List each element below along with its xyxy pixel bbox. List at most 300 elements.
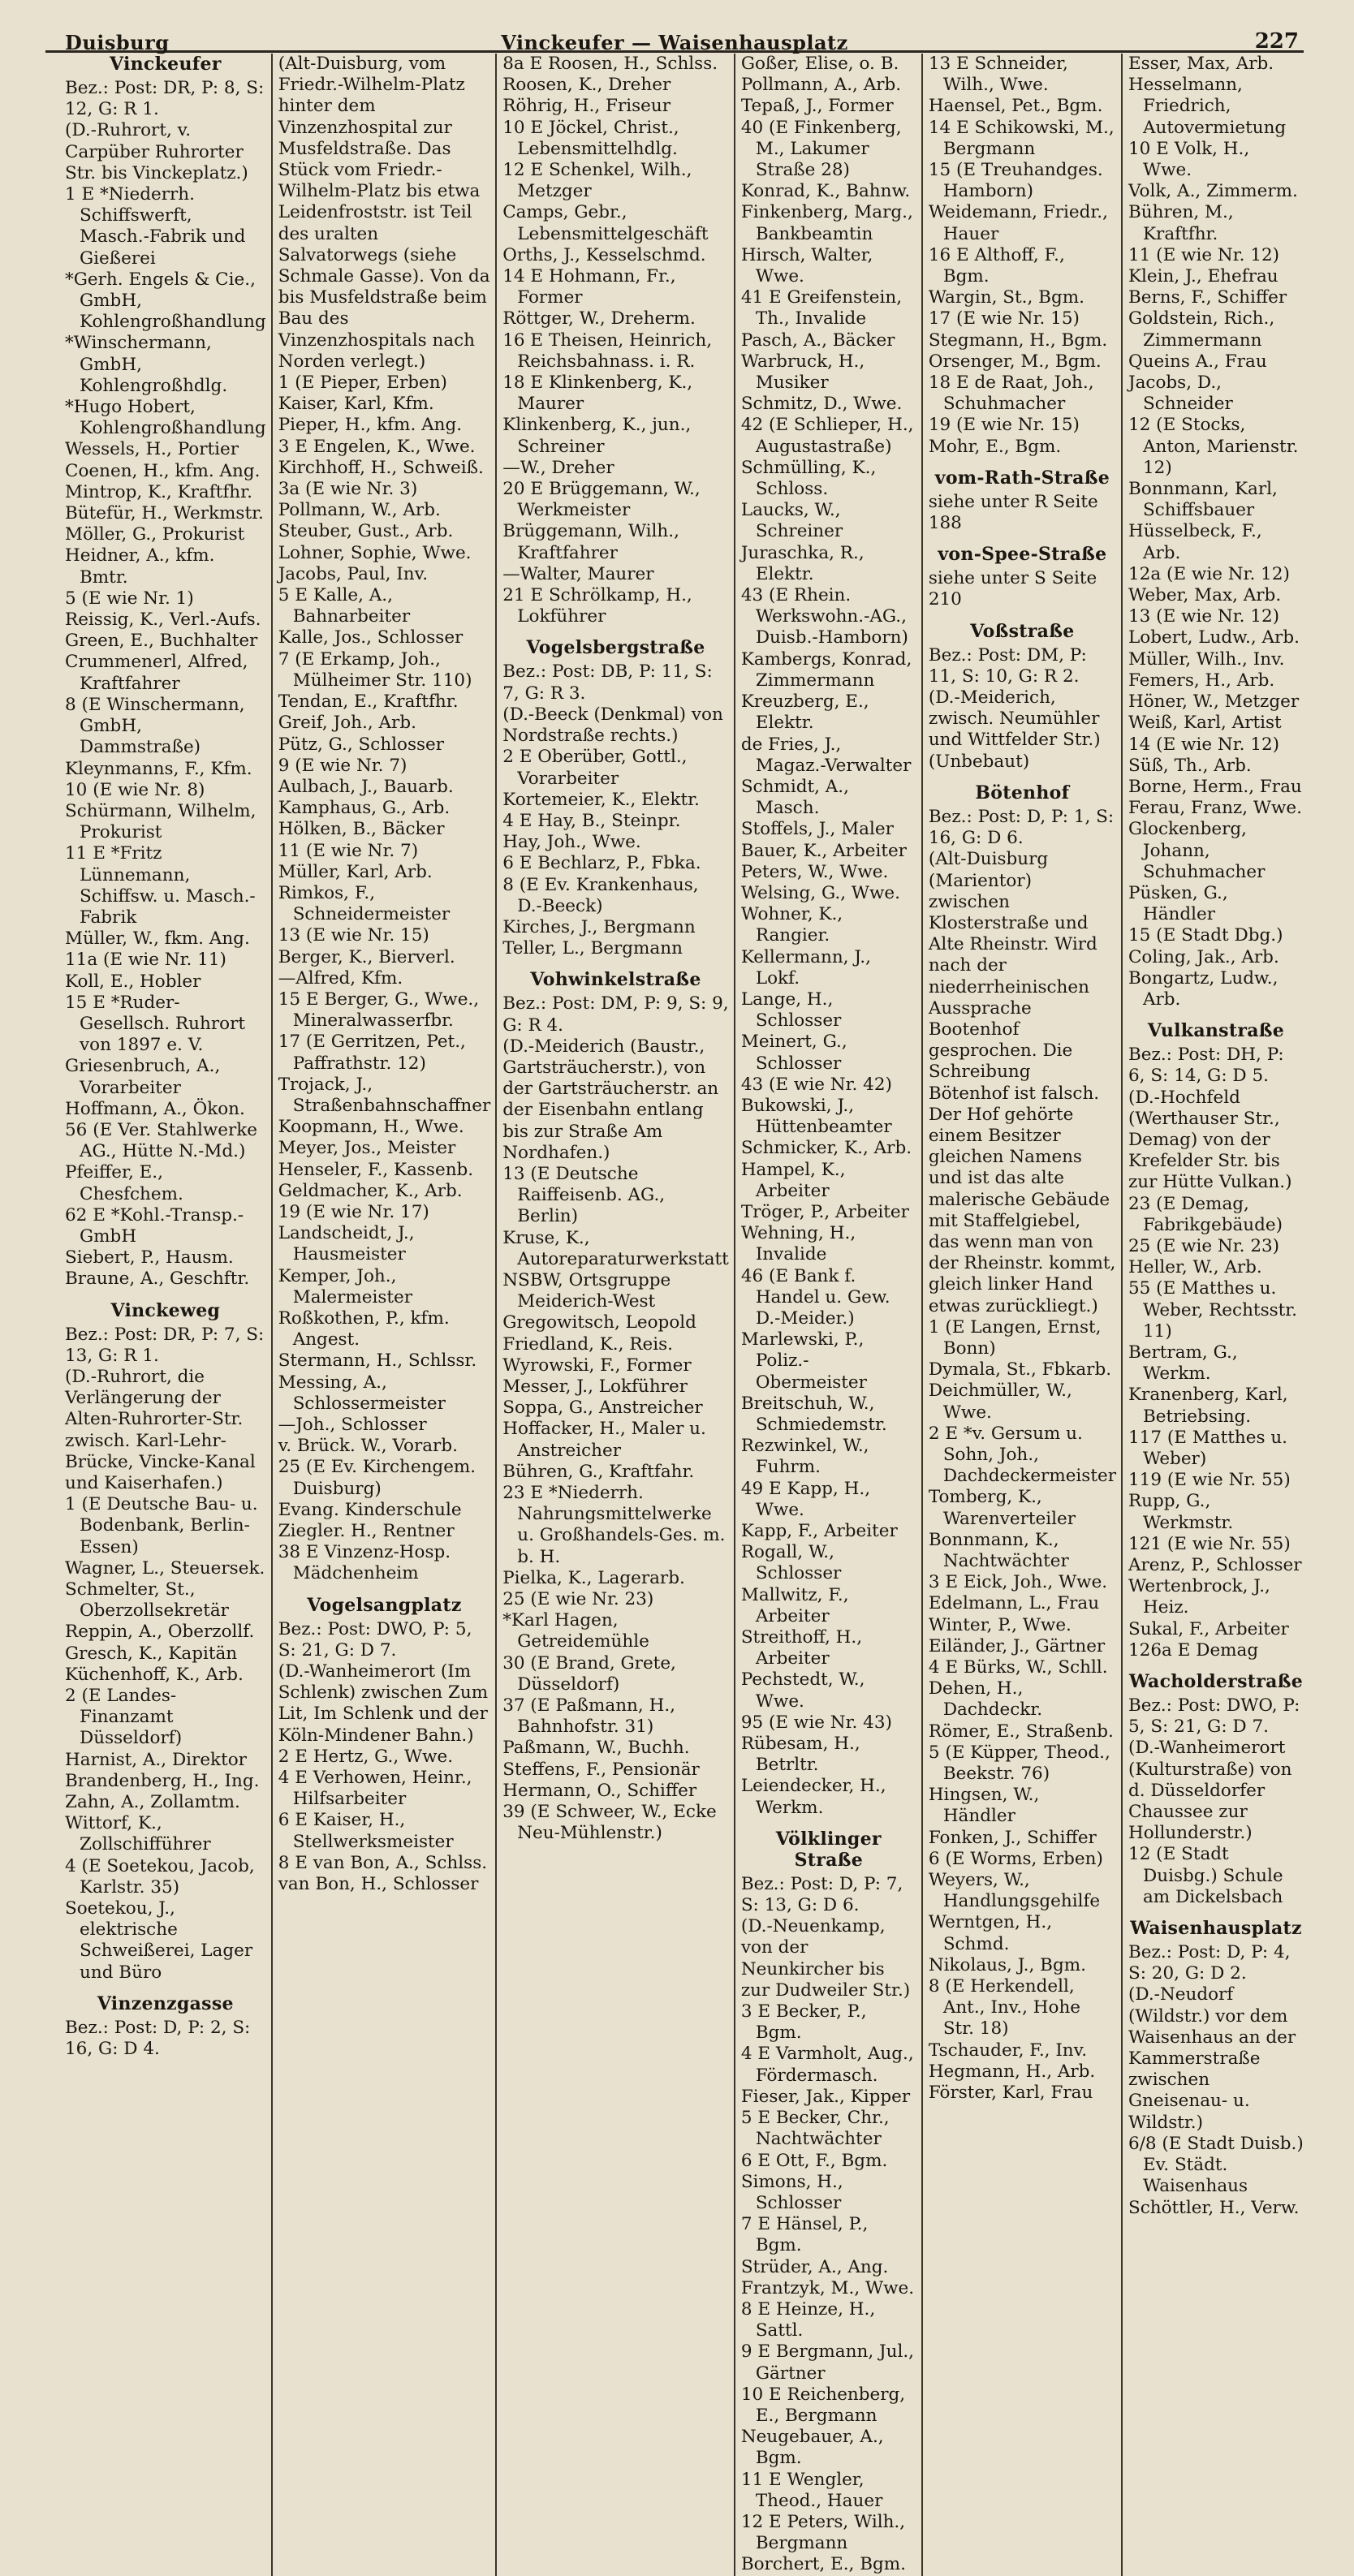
directory-entry: 39 (E Schweer, W., Ecke Neu-Mühlenstr.) — [502, 1802, 717, 1844]
directory-entry: Evang. Kinderschule — [278, 1499, 462, 1520]
directory-entry: 10 (E wie Nr. 8) — [65, 779, 205, 800]
directory-entry: 5 E Kalle, A., Bahnarbeiter — [278, 585, 411, 627]
directory-entry: Coling, Jak., Arb. — [1128, 946, 1279, 967]
directory-entry: Hölken, B., Bäcker — [278, 819, 445, 840]
directory-entry: (D.-Meiderich, zwisch. Neumühler und Wittfelder Str.) — [928, 687, 1101, 751]
directory-entry: Kortemeier, K., Elektr. — [502, 789, 700, 810]
directory-entry: Green, E., Buchhalter — [65, 631, 258, 652]
directory-entry: 126a E Demag — [1128, 1639, 1259, 1661]
directory-entry: Orths, J., Kesselschmd. — [502, 244, 706, 265]
directory-entry: Meinert, G., Schlosser — [740, 1032, 847, 1074]
street-postal-info: Bez.: Post: DWO, P: 5, S: 21, G: D 7. — [278, 1618, 472, 1661]
directory-entry: Klein, J., Ehefrau — [1128, 266, 1279, 287]
directory-entry: Müller, Wilh., Inv. — [1128, 648, 1285, 670]
street-postal-info: Bez.: Post: DH, P: 6, S: 14, G: D 5. — [1128, 1045, 1284, 1087]
directory-entry: NSBW, Ortsgruppe Meiderich-West — [502, 1269, 671, 1312]
directory-entry: 8 (E Ev. Krankenhaus, D.-Beeck) — [502, 874, 699, 916]
directory-entry: Reppin, A., Oberzollf. — [65, 1622, 255, 1643]
directory-entry: 4 E Verhowen, Heinr., Hilfsarbeiter — [278, 1768, 472, 1810]
directory-entry: *Gerh. Engels & Cie., GmbH, Kohlengroßhandlung — [65, 269, 266, 333]
directory-entry: 25 (E Ev. Kirchengem. Duisburg) — [278, 1457, 476, 1499]
column-3 — [495, 54, 734, 2576]
directory-entry: (D.-Wanheimerort (Kulturstraße) von d. Düsseldorfer Chaussee zur Hollunderstr.) — [1128, 1738, 1292, 1844]
directory-entry: 10 E Reichenberg, E., Bergmann — [740, 2384, 906, 2426]
directory-entry: Pieper, H., kfm. Ang. — [278, 415, 463, 436]
directory-entry: Stoffels, J., Maler — [740, 819, 894, 840]
page-header — [45, 11, 1304, 53]
directory-entry: Brüggemann, Wilh., Kraftfahrer — [502, 521, 679, 563]
directory-entry: Weyers, W., Handlungsgehilfe — [928, 1870, 1101, 1912]
directory-entry: Wargin, St., Bgm. — [928, 287, 1084, 308]
directory-entry: Finkenberg, Marg., Bankbeamtin — [740, 202, 913, 244]
directory-entry: Tendan, E., Kraftfhr. — [278, 691, 459, 713]
directory-entry: 11 E Wengler, Theod., Hauer — [740, 2469, 883, 2511]
directory-entry: Camps, Gebr., Lebensmittelgeschäft — [502, 202, 709, 244]
directory-entry: Breitschuh, W., Schmiedemstr. — [740, 1393, 887, 1435]
directory-entry: Crummenerl, Alfred, Kraftfahrer — [65, 652, 248, 694]
directory-entry: 8 (E Herkendell, Ant., Inv., Hohe Str. 18) — [928, 1976, 1081, 2040]
directory-entry: 25 (E wie Nr. 23) — [1128, 1235, 1280, 1256]
directory-entry: Zahn, A., Zollamtm. — [65, 1792, 240, 1813]
directory-entry: Ferau, Franz, Wwe. — [1128, 798, 1302, 819]
directory-entry: 5 (E wie Nr. 1) — [65, 588, 194, 609]
directory-entry: (D.-Beeck (Denkmal) von Nordstraße rechts.) — [502, 704, 723, 747]
directory-entry: (D.-Neudorf (Wildstr.) vor dem Waisenhaus an der Kammerstraße zwischen Gneisenau- u. Wildstr.) — [1128, 1984, 1296, 2133]
directory-entry: 14 E Schikowski, M., Bergmann — [928, 117, 1115, 159]
directory-entry: *Karl Hagen, Getreidemühle — [502, 1610, 649, 1652]
street-postal-info: Bez.: Post: D, P: 2, S: 16, G: D 4. — [65, 2017, 251, 2060]
directory-entry: 8 (E Winschermann, GmbH, Dammstraße) — [65, 694, 245, 758]
directory-entry: Borne, Herm., Frau — [1128, 776, 1302, 797]
directory-entry: Pollmann, W., Arb. — [278, 500, 441, 521]
directory-entry: 23 (E Demag, Fabrikgebäude) — [1128, 1193, 1283, 1235]
directory-entry: 15 (E Treuhandges. Hamborn) — [928, 160, 1103, 202]
directory-entry: 8 E Heinze, H., Sattl. — [740, 2298, 876, 2341]
directory-entry: 16 E Althoff, F., Bgm. — [928, 244, 1065, 287]
directory-entry: Wyrowski, F., Former — [502, 1355, 692, 1376]
directory-entry: 19 (E wie Nr. 17) — [278, 1201, 429, 1222]
directory-entry: Schmidt, A., Masch. — [740, 776, 849, 819]
directory-entry: Kranenberg, Karl, Betriebsing. — [1128, 1385, 1288, 1427]
street-postal-info: Bez.: Post: DM, P: 11, S: 10, G: R 2. — [928, 644, 1087, 687]
directory-entry: Kirchhoff, H., Schweiß. — [278, 457, 484, 478]
street-heading: vom-Rath-Straße — [934, 467, 1110, 489]
directory-entry: Hermann, O., Schiffer — [502, 1780, 697, 1801]
directory-entry: de Fries, J., Magaz.-Verwalter — [740, 734, 912, 776]
directory-entry: 40 (E Finkenberg, M., Lakumer Straße 28) — [740, 117, 902, 181]
directory-entry: Heidner, A., kfm. Bmtr. — [65, 545, 215, 588]
directory-entry: 7 E Hänsel, P., Bgm. — [740, 2214, 869, 2256]
column-4 — [734, 54, 921, 2576]
directory-entry: Berns, F., Schiffer — [1128, 287, 1287, 308]
directory-entry: 9 (E wie Nr. 7) — [278, 755, 407, 776]
directory-entry: 117 (E Matthes u. Weber) — [1128, 1427, 1288, 1469]
directory-entry: 5 E Becker, Chr., Nachtwächter — [740, 2108, 890, 2150]
directory-entry: Volk, A., Zimmerm. — [1128, 181, 1298, 202]
directory-entry: Kalle, Jos., Schlosser — [278, 627, 464, 648]
directory-entry: Fonken, J., Schiffer — [928, 1827, 1097, 1848]
directory-entry: Esser, Max, Arb. — [1128, 54, 1274, 74]
directory-entry: Bukowski, J., Hüttenbeamter — [740, 1095, 892, 1138]
directory-entry: Klinkenberg, K., jun., Schreiner — [502, 415, 692, 457]
directory-entry: Steuber, Gust., Arb. — [278, 521, 454, 542]
directory-entry: 17 (E wie Nr. 15) — [928, 308, 1080, 330]
street-postal-info: Bez.: Post: D, P: 7, S: 13, G: D 6. — [740, 1873, 903, 1916]
directory-entry: Bütefür, H., Werkmstr. — [65, 503, 264, 524]
directory-entry: Hesselmann, Friedrich, Autovermietung — [1128, 75, 1287, 138]
directory-entry: Messing, A., Schlossermeister — [278, 1372, 446, 1414]
directory-entry: Siebert, P., Hausm. — [65, 1247, 234, 1269]
directory-entry: Friedland, K., Reis. — [502, 1333, 673, 1355]
directory-entry: Kruse, K., Autoreparaturwerkstatt — [502, 1227, 729, 1269]
directory-entry: Hay, Joh., Wwe. — [502, 832, 641, 853]
column-1 — [65, 54, 271, 2576]
directory-entry: 15 (E Stadt Dbg.) — [1128, 925, 1283, 946]
street-heading: von-Spee-Straße — [938, 544, 1107, 566]
directory-entry: Förster, Karl, Frau — [928, 2083, 1093, 2104]
directory-entry: Tomberg, K., Warenverteiler — [928, 1487, 1076, 1529]
directory-entry: Simons, H., Schlosser — [740, 2171, 843, 2213]
directory-entry: Stegmann, H., Bgm. — [928, 330, 1108, 351]
directory-entry: Bonnmann, Karl, Schiffsbauer — [1128, 479, 1278, 521]
directory-entry: 4 E Varmholt, Aug., Fördermasch. — [740, 2044, 914, 2086]
directory-entry: 56 (E Ver. Stahlwerke AG., Hütte N.-Md.) — [65, 1119, 258, 1162]
directory-entry: 3a (E wie Nr. 3) — [278, 479, 418, 500]
directory-entry: 38 E Vinzenz-Hosp. Mädchenheim — [278, 1542, 451, 1584]
directory-entry: Schmitz, D., Wwe. — [740, 394, 903, 415]
directory-entry: siehe unter S Seite 210 — [928, 568, 1097, 610]
street-heading: Vogelsbergstraße — [526, 637, 705, 659]
directory-entry: Glockenberg, Johann, Schuhmacher — [1128, 819, 1266, 882]
directory-entry: Röttger, W., Dreherm. — [502, 308, 696, 330]
directory-entry: 11 (E wie Nr. 12) — [1128, 244, 1280, 265]
directory-entry: Wessels, H., Portier — [65, 439, 239, 460]
directory-entry: Strüder, A., Ang. — [740, 2256, 889, 2277]
directory-entry: (D.-Meiderich (Baustr., Gartsträucherstr.), von der Gartsträucherstr. an der Eisenbahn entlang bis zur Straße Am Nordhafen.) — [502, 1036, 719, 1163]
directory-entry: 55 (E Matthes u. Weber, Rechtsstr. 11) — [1128, 1278, 1298, 1342]
directory-entry: Müller, Karl, Arb. — [278, 861, 433, 882]
directory-entry: Henseler, F., Kassenb. — [278, 1159, 474, 1180]
street-postal-info: Bez.: Post: D, P: 4, S: 20, G: D 2. — [1128, 1942, 1291, 1984]
directory-entry: (D.-Ruhrort, v. Carpüber Ruhrorter Str. bis Vinckeplatz.) — [65, 120, 248, 183]
directory-entry: 21 E Schrölkamp, H., Lokführer — [502, 585, 692, 627]
page-number: 227 — [1254, 29, 1299, 54]
directory-entry: 1 (E Pieper, Erben) — [278, 373, 447, 394]
street-heading: Voßstraße — [970, 620, 1075, 642]
directory-entry: 7 (E Erkamp, Joh., Mülheimer Str. 110) — [278, 648, 472, 691]
directory-entry: Bauer, K., Arbeiter — [740, 840, 907, 861]
directory-entry: 19 (E wie Nr. 15) — [928, 415, 1080, 436]
directory-entry: Leiendecker, H., Werkm. — [740, 1776, 886, 1818]
directory-entry: Mintrop, K., Kraftfhr. — [65, 481, 252, 502]
directory-entry: 12 E Schenkel, Wilh., Metzger — [502, 160, 692, 202]
directory-entry: Kirches, J., Bergmann — [502, 916, 696, 937]
directory-entry: Geldmacher, K., Arb. — [278, 1180, 463, 1201]
directory-entry: Borchert, E., Bgm. — [740, 2554, 907, 2575]
directory-entry: Pielka, K., Lagerarb. — [502, 1567, 685, 1588]
directory-entry: 43 (E wie Nr. 42) — [740, 1074, 892, 1095]
directory-entry: Hüsselbeck, F., Arb. — [1128, 521, 1262, 563]
directory-entry: siehe unter R Seite 188 — [928, 491, 1098, 534]
street-heading: Waisenhausplatz — [1130, 1918, 1302, 1940]
directory-entry: Goldstein, Rich., Zimmermann — [1128, 308, 1275, 351]
directory-entry: 23 E *Niederrh. Nahrungsmittelwerke u. Großhandels-Ges. m. b. H. — [502, 1483, 726, 1567]
street-postal-info: Bez.: Post: DR, P: 8, S: 12, G: R 1. — [65, 78, 265, 120]
column-5 — [921, 54, 1121, 2576]
directory-entry: Frantzyk, M., Wwe. — [740, 2277, 915, 2298]
directory-entry: (D.-Hochfeld (Werthauser Str., Demag) von der Krefelder Str. bis zur Hütte Vulkan.) — [1128, 1087, 1292, 1193]
directory-entry: Orsenger, M., Bgm. — [928, 351, 1102, 372]
directory-entry: 11a (E wie Nr. 11) — [65, 950, 226, 971]
directory-entry: Dehen, H., Dachdeckr. — [928, 1678, 1043, 1721]
directory-entry: Soppa, G., Anstreicher — [502, 1398, 703, 1419]
directory-entry: Küchenhoff, K., Arb. — [65, 1664, 244, 1685]
directory-entry: Bonnmann, K., Nachtwächter — [928, 1529, 1069, 1571]
street-postal-info: Bez.: Post: DM, P: 9, S: 9, G: R 4. — [502, 993, 729, 1036]
directory-entry: 12 (E Stocks, Anton, Marienstr. 12) — [1128, 415, 1299, 478]
directory-entry: Bühren, M., Kraftfhr. — [1128, 202, 1234, 244]
directory-entry: Koll, E., Hobler — [65, 971, 201, 992]
directory-entry: 17 (E Gerritzen, Pet., Paffrathstr. 12) — [278, 1032, 466, 1074]
directory-entry: Ziegler. H., Rentner — [278, 1521, 455, 1542]
directory-entry: 6/8 (E Stadt Duisb.) Ev. Städt. Waisenhaus — [1128, 2133, 1304, 2197]
directory-entry: 11 E *Fritz Lünnemann, Schiffsw. u. Masch.-Fabrik — [65, 843, 256, 928]
directory-entry: Schmülling, K., Schloss. — [740, 457, 877, 500]
directory-entry: 13 (E Deutsche Raiffeisenb. AG., Berlin) — [502, 1163, 666, 1227]
street-postal-info: Bez.: Post: D, P: 1, S: 16, G: D 6. — [928, 806, 1115, 849]
directory-entry: Rimkos, F., Schneidermeister — [278, 882, 451, 925]
directory-entry: Harnist, A., Direktor — [65, 1749, 247, 1770]
street-heading: Vinzenzgasse — [97, 1992, 234, 2014]
directory-entry: 11 (E wie Nr. 7) — [278, 840, 419, 861]
directory-entry: Tschauder, F., Inv. — [928, 2040, 1088, 2061]
directory-entry: 6 E Bechlarz, P., Fbka. — [502, 853, 701, 874]
street-heading: Vinckeweg — [110, 1299, 221, 1321]
directory-entry: 18 E Klinkenberg, K., Maurer — [502, 373, 693, 415]
directory-entry: Rogall, W., Schlosser — [740, 1542, 842, 1584]
directory-entry: Kellermann, J., Lokf. — [740, 946, 871, 989]
directory-entry: Reissig, K., Verl.-Aufs. — [65, 610, 261, 631]
directory-entry: Röhrig, H., Friseur — [502, 96, 671, 117]
directory-entry: Mallwitz, F., Arbeiter — [740, 1584, 849, 1626]
directory-entry: Höner, W., Metzger — [1128, 691, 1300, 713]
directory-entry: 1 (E Langen, Ernst, Bonn) — [928, 1316, 1102, 1359]
directory-entry: 37 (E Paßmann, H., Bahnhofstr. 31) — [502, 1695, 675, 1738]
directory-entry: Tröger, P., Arbeiter — [740, 1201, 909, 1222]
street-heading: Wacholderstraße — [1128, 1671, 1304, 1693]
directory-entry: 18 E de Raat, Joh., Schuhmacher — [928, 373, 1094, 415]
directory-entry: Berger, K., Bierverl. — [278, 946, 455, 967]
directory-entry: Kapp, F., Arbeiter — [740, 1521, 898, 1542]
directory-entry: 15 E *Ruder-Gesellsch. Ruhrort von 1897 e. V. — [65, 992, 246, 1056]
directory-entry: (D.-Wanheimerort (Im Schlenk) zwischen Zum Lit, Im Schlenk und der Köln-Mindener Bahn.) — [278, 1661, 489, 1746]
directory-entry: Wohner, K., Rangier. — [740, 904, 843, 946]
directory-entry: 8a E Roosen, H., Schlss. — [502, 54, 718, 74]
directory-entry: Werntgen, H., Schmd. — [928, 1912, 1053, 1954]
directory-entry: Hampel, K., Arbeiter — [740, 1159, 846, 1201]
directory-entry: Schöttler, H., Verw. — [1128, 2197, 1300, 2218]
directory-entry: (Unbebaut) — [928, 751, 1030, 772]
street-heading: Völklinger Straße — [775, 1828, 882, 1871]
directory-entry: Braune, A., Geschftr. — [65, 1269, 250, 1290]
directory-entry: Roßkothen, P., kfm. Angest. — [278, 1307, 450, 1350]
directory-entry: Püsken, G., Händler — [1128, 882, 1228, 925]
directory-entry: 5 (E Küpper, Theod., Beekstr. 76) — [928, 1742, 1110, 1785]
directory-entry: Neugebauer, A., Bgm. — [740, 2427, 884, 2469]
directory-entry: Roosen, K., Dreher — [502, 75, 671, 96]
directory-entry: Nikolaus, J., Bgm. — [928, 1954, 1086, 1975]
directory-entry: Rübesam, H., Betrltr. — [740, 1734, 860, 1776]
directory-entry: 30 (E Brand, Grete, Düsseldorf) — [502, 1652, 676, 1695]
directory-entry: Rezwinkel, W., Fuhrm. — [740, 1436, 869, 1478]
directory-entry: Jacobs, D., Schneider — [1128, 373, 1233, 415]
directory-entry: Soetekou, J., elektrische Schweißerei, Lager und Büro — [65, 1898, 253, 1983]
directory-entry: 10 E Volk, H., Wwe. — [1128, 138, 1250, 181]
directory-entry: Hoffacker, H., Maler u. Anstreicher — [502, 1419, 706, 1461]
directory-entry: Wehning, H., Invalide — [740, 1223, 856, 1265]
directory-entry: Fieser, Jak., Kipper — [740, 2086, 911, 2107]
directory-entry: —Joh., Schlosser — [278, 1415, 427, 1435]
directory-entry: Tepaß, J., Former — [740, 96, 894, 117]
directory-entry: *Winschermann, GmbH, Kohlengroßhdlg. — [65, 333, 228, 396]
directory-entry: Juraschka, R., Elektr. — [740, 542, 865, 584]
directory-entry: 3 E Becker, P., Bgm. — [740, 2001, 867, 2044]
directory-entry: Kreuzberg, E., Elektr. — [740, 691, 869, 734]
directory-entry: Kamphaus, G., Arb. — [278, 798, 451, 819]
directory-entry: Hingsen, W., Händler — [928, 1785, 1040, 1827]
directory-entry: 2 E *v. Gersum u. Sohn, Joh., Dachdeckermeister — [928, 1423, 1116, 1487]
directory-entry: Griesenbruch, A., Vorarbeiter — [65, 1056, 221, 1098]
directory-entry: Weidemann, Friedr., Hauer — [928, 202, 1108, 244]
directory-entry: Warbruck, H., Musiker — [740, 351, 865, 394]
directory-entry: Müller, W., fkm. Ang. — [65, 928, 250, 950]
directory-entry: 13 E Schneider, Wilh., Wwe. — [928, 54, 1068, 96]
directory-entry: 10 E Jöckel, Christ., Lebensmittelhdlg. — [502, 117, 679, 159]
directory-entry: Bongartz, Ludw., Arb. — [1128, 967, 1279, 1010]
directory-entry: Arenz, P., Schlosser — [1128, 1555, 1302, 1576]
directory-entry: Pfeiffer, E., Chesfchem. — [65, 1162, 183, 1204]
directory-entry: Pasch, A., Bäcker — [740, 330, 895, 351]
directory-entry: *Hugo Hobert, Kohlengroßhandlung — [65, 397, 266, 439]
street-postal-info: Bez.: Post: DWO, P: 5, S: 21, G: D 7. — [1128, 1695, 1300, 1738]
directory-entry: Coenen, H., kfm. Ang. — [65, 460, 261, 481]
directory-entry: 49 E Kapp, H., Wwe. — [740, 1478, 871, 1520]
directory-entry: Koopmann, H., Wwe. — [278, 1117, 464, 1138]
street-heading: Vulkanstraße — [1147, 1020, 1285, 1042]
directory-entry: Pollmann, A., Arb. — [740, 75, 902, 96]
directory-entry: Süß, Th., Arb. — [1128, 755, 1252, 776]
directory-entry: 20 E Brüggemann, W., Werkmeister — [502, 479, 701, 521]
directory-entry: Eiländer, J., Gärtner — [928, 1635, 1106, 1656]
directory-entry: Streithoff, H., Arbeiter — [740, 1627, 863, 1669]
directory-entry: 4 E Bürks, W., Schll. — [928, 1657, 1108, 1678]
directory-entry: Brandenberg, H., Ing. — [65, 1770, 260, 1791]
directory-entry: 4 E Hay, B., Steinpr. — [502, 810, 681, 831]
directory-entry: v. Brück. W., Vorarb. — [278, 1436, 458, 1457]
directory-entry: 12 (E Stadt Duisbg.) Schule am Dickelsbach — [1128, 1844, 1283, 1907]
directory-entry: Kaiser, Karl, Kfm. — [278, 394, 434, 415]
directory-entry: Laucks, W., Schreiner — [740, 500, 843, 542]
directory-entry: 121 (E wie Nr. 55) — [1128, 1533, 1291, 1554]
directory-entry: (D.-Ruhrort, die Verlängerung der Alten-Ruhrorter-Str. zwisch. Karl-Lehr-Brücke, Vincke-Kanal und Kaiserhafen.) — [65, 1366, 256, 1493]
directory-entry: 2 E Hertz, G., Wwe. — [278, 1746, 454, 1767]
directory-entry: Kleynmanns, F., Kfm. — [65, 758, 252, 779]
directory-entry: Stermann, H., Schlssr. — [278, 1350, 477, 1372]
directory-entry: 16 E Theisen, Heinrich, Reichsbahnass. i. R. — [502, 330, 713, 372]
directory-entry: Wertenbrock, J., Heiz. — [1128, 1576, 1270, 1618]
directory-entry: Queins A., Frau — [1128, 351, 1267, 372]
directory-entry: 41 E Greifenstein, Th., Invalide — [740, 287, 903, 330]
street-postal-info: Bez.: Post: DR, P: 7, S: 13, G: R 1. — [65, 1324, 265, 1366]
directory-entry: (Alt-Duisburg (Marientor) zwischen Klosterstraße und Alte Rheinstr. Wird nach der niederrheinischen Aussprache Bootenhof gesprochen. Die Schreibung Bötenhof ist falsch. Der Hof gehörte einem Besitzer gleichen Namens und ist das alte malerische Gebäude mit Staffelgiebel, das wenn man von der Rheinstr. kommt, gleich linker Hand etwas zurückliegt.) — [928, 849, 1116, 1316]
column-2 — [271, 54, 496, 2576]
directory-entry: Gresch, K., Kapitän — [65, 1643, 238, 1664]
directory-entry: 62 E *Kohl.-Transp.-GmbH — [65, 1204, 244, 1247]
street-heading: Bötenhof — [975, 782, 1070, 803]
directory-entry: 2 (E Landes-Finanzamt Düsseldorf) — [65, 1686, 183, 1749]
directory-entry: 13 (E wie Nr. 15) — [278, 925, 429, 946]
directory-entry: Möller, G., Prokurist — [65, 524, 245, 545]
directory-entry: 43 (E Rhein. Werkswohn.-AG., Duisb.-Hamborn) — [740, 585, 908, 648]
directory-entry: 14 (E wie Nr. 12) — [1128, 734, 1280, 755]
directory-entry: 12a (E wie Nr. 12) — [1128, 563, 1290, 584]
directory-entry: Heller, W., Arb. — [1128, 1257, 1262, 1278]
directory-entry: Hegmann, H., Arb. — [928, 2061, 1096, 2082]
street-heading: Vinckeufer — [109, 54, 222, 75]
directory-entry: Pütz, G., Schlosser — [278, 734, 445, 755]
directory-entry: 13 (E wie Nr. 12) — [1128, 606, 1280, 627]
street-heading: Vogelsangplatz — [307, 1594, 462, 1616]
street-heading: Vohwinkelstraße — [530, 969, 701, 991]
directory-entry: —Alfred, Kfm. — [278, 967, 403, 989]
directory-entry: Goßer, Elise, o. B. — [740, 54, 899, 74]
directory-entry: 12 E Peters, Wilh., Bergmann — [740, 2511, 906, 2554]
directory-entry: Wagner, L., Steuersek. — [65, 1557, 265, 1579]
directory-entry: Pechstedt, W., Wwe. — [740, 1669, 865, 1712]
directory-entry: 1 (E Deutsche Bau- u. Bodenbank, Berlin-Essen) — [65, 1494, 258, 1557]
directory-entry: van Bon, H., Schlosser — [278, 1874, 479, 1895]
directory-entry: 25 (E wie Nr. 23) — [502, 1589, 654, 1610]
directory-entry: Teller, L., Bergmann — [502, 938, 683, 959]
column-6 — [1121, 54, 1309, 2576]
directory-entry: 6 E Kaiser, H., Stellwerksmeister — [278, 1810, 454, 1852]
directory-entry: Sukal, F., Arbeiter — [1128, 1618, 1289, 1639]
directory-entry: Konrad, K., Bahnw. — [740, 181, 911, 202]
directory-entry: 42 (E Schlieper, H., Augustastraße) — [740, 415, 914, 457]
directory-entry: 6 E Ott, F., Bgm. — [740, 2150, 888, 2171]
directory-entry: 3 E Engelen, K., Wwe. — [278, 436, 476, 457]
directory-entry: Hirsch, Walter, Wwe. — [740, 244, 873, 287]
directory-entry: 2 E Oberüber, Gottl., Vorarbeiter — [502, 747, 688, 789]
directory-entry: Trojack, J., Straßenbahnschaffner — [278, 1074, 491, 1116]
directory-entry: Weber, Max, Arb. — [1128, 585, 1282, 606]
directory-entry: 14 E Hohmann, Fr., Former — [502, 266, 676, 308]
directory-entry: Weiß, Karl, Artist — [1128, 713, 1282, 734]
directory-entry: 4 (E Soetekou, Jacob, Karlstr. 35) — [65, 1855, 255, 1898]
directory-entry: Gregowitsch, Leopold — [502, 1312, 696, 1333]
directory-entry: Aulbach, J., Bauarb. — [278, 776, 454, 797]
directory-entry: 15 E Berger, G., Wwe., Mineralwasserfbr. — [278, 989, 480, 1032]
directory-entry: Messer, J., Lokführer — [502, 1376, 688, 1397]
directory-entry: Femers, H., Arb. — [1128, 670, 1275, 691]
directory-entry: Bühren, G., Kraftfahr. — [502, 1461, 695, 1482]
directory-entry: Deichmüller, W., Wwe. — [928, 1381, 1072, 1423]
directory-entry: Paßmann, W., Buchh. — [502, 1738, 690, 1759]
directory-entry: Rupp, G., Werkmstr. — [1128, 1491, 1234, 1533]
directory-entry: Römer, E., Straßenb. — [928, 1721, 1114, 1742]
directory-entry: Schmicker, K., Arb. — [740, 1138, 912, 1159]
directory-entry: 46 (E Bank f. Handel u. Gew. D.-Meider.) — [740, 1265, 890, 1329]
